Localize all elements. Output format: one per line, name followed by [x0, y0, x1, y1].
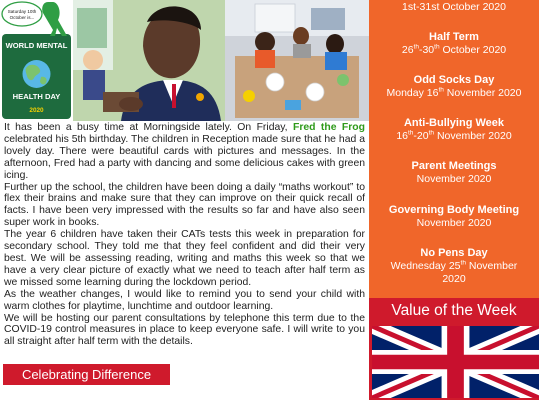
event-anti-bullying-date: [369, 130, 539, 143]
classroom-photo-boy: [73, 0, 225, 121]
no-pens-suffix: th: [460, 259, 466, 267]
dates-sidebar: [369, 0, 539, 298]
odd-socks-day: Monday 16: [386, 87, 439, 99]
badge-title-line1: WORLD MENTAL: [5, 41, 68, 50]
article-paragraph-consultations: We will be hosting our parent consultations by telephone this term due to the COVID-19 control measures in place to keep everyone safe. I will write to you all straight after half term with the details.: [4, 312, 365, 348]
event-anti-bullying-week: [369, 117, 539, 143]
world-mental-health-day-badge: [0, 0, 73, 121]
event-parent-meetings-date: November 2020: [416, 173, 492, 185]
badge-date-line1: Saturday 10th: [7, 9, 37, 14]
anti-bullying-end-day: -20: [413, 130, 429, 142]
event-no-pens-name: No Pens Day: [420, 247, 488, 259]
half-term-month: October 2020: [439, 44, 507, 56]
event-no-pens-day: [369, 247, 539, 286]
event-october: [369, 1, 539, 14]
event-half-term-name: Half Term: [429, 31, 479, 43]
event-odd-socks-day: [369, 74, 539, 100]
union-jack-flag-icon: [372, 326, 539, 398]
event-governing-body-meeting: [369, 204, 539, 230]
no-pens-month: November: [465, 260, 518, 272]
value-of-the-week-title: Value of the Week: [391, 302, 517, 319]
event-odd-socks-name: Odd Socks Day: [413, 74, 495, 86]
classroom-photo-boy-illustration: [73, 0, 225, 121]
odd-socks-suffix: th: [438, 86, 444, 94]
article-paragraph-birthday: [4, 122, 365, 182]
anti-bullying-start-day: 16: [396, 130, 408, 142]
no-pens-day: Wednesday 25: [390, 260, 461, 272]
event-no-pens-date: [369, 260, 539, 273]
article-p1-after: celebrated his 5th birthday. The children in Reception made sure that he had a lovely day. There were beautiful cards with pictures and messages. In the afternoon, Fred had a party with dancing and some delicious cakes with green icing.: [4, 133, 365, 181]
half-term-start-suffix: th: [413, 43, 419, 51]
anti-bullying-end-suffix: th: [428, 129, 435, 137]
event-half-term-date: [369, 44, 539, 57]
event-half-term: [369, 31, 539, 57]
header-photos: [0, 0, 369, 121]
event-parent-meetings-name: Parent Meetings: [411, 160, 497, 172]
anti-bullying-start-suffix: th: [408, 129, 414, 137]
classroom-photo-table: [225, 0, 369, 121]
event-governing-body-date: November 2020: [416, 217, 492, 229]
event-governing-body-name: Governing Body Meeting: [388, 204, 520, 216]
half-term-end-suffix: th: [434, 43, 440, 51]
half-term-start-day: 26: [401, 44, 414, 56]
badge-year: 2020: [29, 107, 44, 114]
classroom-photo-table-illustration: [225, 0, 369, 121]
fred-the-frog-highlight: Fred the Frog: [292, 122, 365, 133]
value-of-the-week-label: Celebrating Difference: [3, 364, 170, 385]
mental-health-badge-graphic: [0, 0, 73, 121]
event-october-date: 1st-31st October 2020: [402, 1, 506, 13]
article-paragraph-cats: The year 6 children have taken their CATs tests this week in preparation for secondary school. They told me that they feel confident and did their very best. We will be assessing reading, writing and maths this week so that we have a very clear picture of exactly what we need to teach after half term as we missed some learning during the lockdown period.: [4, 229, 365, 288]
value-of-the-week-panel: [369, 298, 539, 400]
article-p1-before: It has been a busy time at Morningside lately. On Friday,: [4, 122, 293, 133]
headteacher-message: [4, 122, 365, 348]
badge-date-line2: October is...: [9, 15, 35, 20]
event-parent-meetings: [369, 160, 539, 186]
event-no-pens-year: 2020: [442, 273, 466, 285]
event-anti-bullying-name: Anti-Bullying Week: [403, 117, 505, 129]
badge-title-line2: HEALTH DAY: [12, 92, 61, 101]
odd-socks-month: November 2020: [443, 87, 522, 99]
article-paragraph-maths: Further up the school, the children have been doing a daily “maths workout” to flex their brains and make sure that they can improve on their quick recall of facts. I have been very impressed with the results so far and have also seen super work in books.: [4, 181, 365, 229]
half-term-end-day: -30: [418, 44, 435, 56]
anti-bullying-month: November 2020: [434, 130, 512, 142]
event-odd-socks-date: [369, 87, 539, 100]
article-paragraph-weather: As the weather changes, I would like to remind you to send your child with warm clothes for playtime, lunchtime and outdoor learning.: [4, 288, 365, 312]
